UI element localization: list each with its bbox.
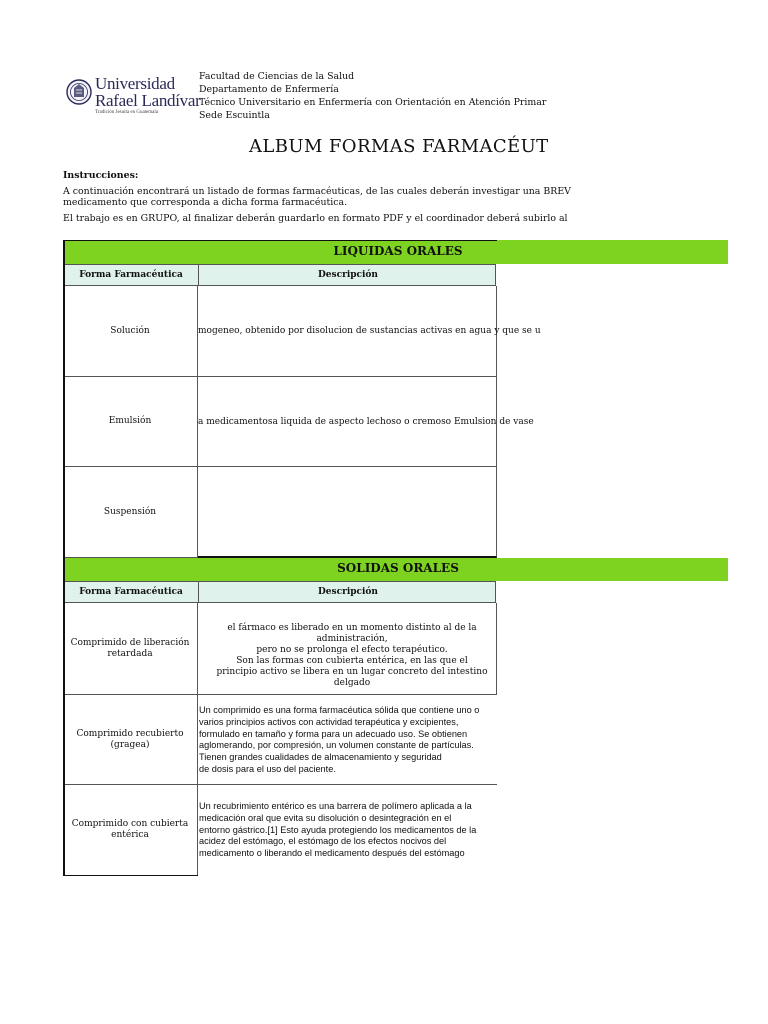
description-line: entorno gástrico.[1] Esto ayuda protegiendo los medicamentos de la [199, 824, 477, 835]
table-header-row [63, 264, 496, 286]
table-left-border [63, 240, 65, 558]
section-bar-liquidas [63, 240, 728, 264]
department-line: Departamento de Enfermería [199, 84, 339, 95]
description-cell [198, 377, 534, 467]
description-cell [198, 603, 497, 695]
description-text: a medicamentosa liquida de aspecto lechoso o cremoso Emulsion de vase [198, 416, 534, 427]
page-title: ALBUM FORMAS FARMACÉUT [249, 136, 549, 157]
table-row [63, 695, 497, 785]
description-line: de dosis para el uso del paciente. [199, 763, 336, 774]
table-top-border [63, 240, 497, 241]
description-line: acidez del estómago, el estómago de los efectos nocivos del [199, 836, 447, 847]
table-row [63, 603, 497, 695]
column-header-description: Descripción [318, 587, 378, 597]
section-title: SOLIDAS ORALES [337, 561, 459, 575]
table-row [63, 286, 541, 377]
description-line: el fármaco es liberado en un momento distinto al de la administración, [227, 623, 477, 644]
form-name-cell: Suspensión [63, 467, 198, 558]
logo-tagline: Tradición Jesuita en Guatemala [95, 110, 158, 115]
description-line: varios principios activos con actividad terapéutica y excipientes, [199, 716, 459, 727]
description-line: principio activo se libera en un lugar concreto del intestino delgado [216, 667, 488, 688]
table-row [63, 467, 497, 558]
description-text: mogeneo, obtenido por disolucion de sustancias activas en agua y que se u [198, 326, 541, 336]
description-cell [198, 785, 497, 876]
description-cell [198, 695, 497, 785]
campus-line: Sede Escuintla [199, 110, 270, 121]
table-header-row [63, 581, 496, 603]
description-line: Un recubrimiento entérico es una barrera de polímero aplicada a la [199, 801, 472, 811]
column-header-form: Forma Farmacéutica [64, 582, 199, 602]
description-line: medicamento o liberando el medicamento después del estómago [199, 848, 465, 859]
faculty-line: Facultad de Ciencias de la Salud [199, 71, 355, 82]
description-line: Tienen grandes cualidades de almacenamiento y seguridad [199, 752, 442, 763]
description-text [199, 705, 479, 776]
section-bar-solidas [63, 558, 728, 581]
instructions-line: A continuación encontrará un listado de formas farmacéuticas, de las cuales deberán investigar una BREV [63, 186, 571, 197]
description-line: formulado en tamaño y forma para un adecuado uso. Se obtienen [199, 728, 468, 739]
table-left-border [63, 558, 65, 876]
faculty-info [199, 70, 546, 122]
table-bottom-border [63, 875, 198, 876]
description-line: medicación oral que evita su disolución o desintegración en el [199, 812, 452, 823]
table-row [63, 785, 497, 876]
section-title: LIQUIDAS ORALES [333, 244, 463, 258]
table-row [63, 377, 534, 467]
description-text [198, 623, 506, 689]
column-header-form: Forma Farmacéutica [64, 265, 199, 285]
logo-text-line2: Rafael Landívar [95, 91, 201, 110]
description-line: Son las formas con cubierta entérica, en las que el [236, 656, 468, 666]
form-name-cell: Comprimido recubierto (gragea) [63, 695, 198, 785]
description-text [199, 801, 476, 860]
description-line: aglomerando, por compresión, un volumen constante de partículas. [199, 740, 474, 751]
logo-text-line1: Universidad [95, 74, 175, 93]
column-header-description: Descripción [318, 270, 378, 280]
form-name-cell: Emulsión [63, 377, 198, 467]
form-name-cell: Comprimido con cubierta entérica [63, 785, 198, 876]
description-line: Un comprimido es una forma farmacéutica sólida que contiene uno o [199, 705, 480, 715]
description-cell [198, 286, 541, 377]
description-line: pero no se prolonga el efecto terapéutico. [256, 645, 448, 655]
program-line: Técnico Universitario en Enfermería con Orientación en Atención Primar [199, 97, 547, 108]
form-name-cell: Comprimido de liberación retardada [63, 603, 198, 695]
instructions-label: Instrucciones: [63, 170, 139, 181]
form-name-cell: Solución [63, 286, 198, 377]
description-cell [198, 467, 497, 558]
instructions-line: El trabajo es en GRUPO, al finalizar deberán guardarlo en formato PDF y el coordinador deberá subirlo al [63, 213, 568, 224]
instructions-line: medicamento que corresponda a dicha forma farmacéutica. [63, 197, 348, 208]
